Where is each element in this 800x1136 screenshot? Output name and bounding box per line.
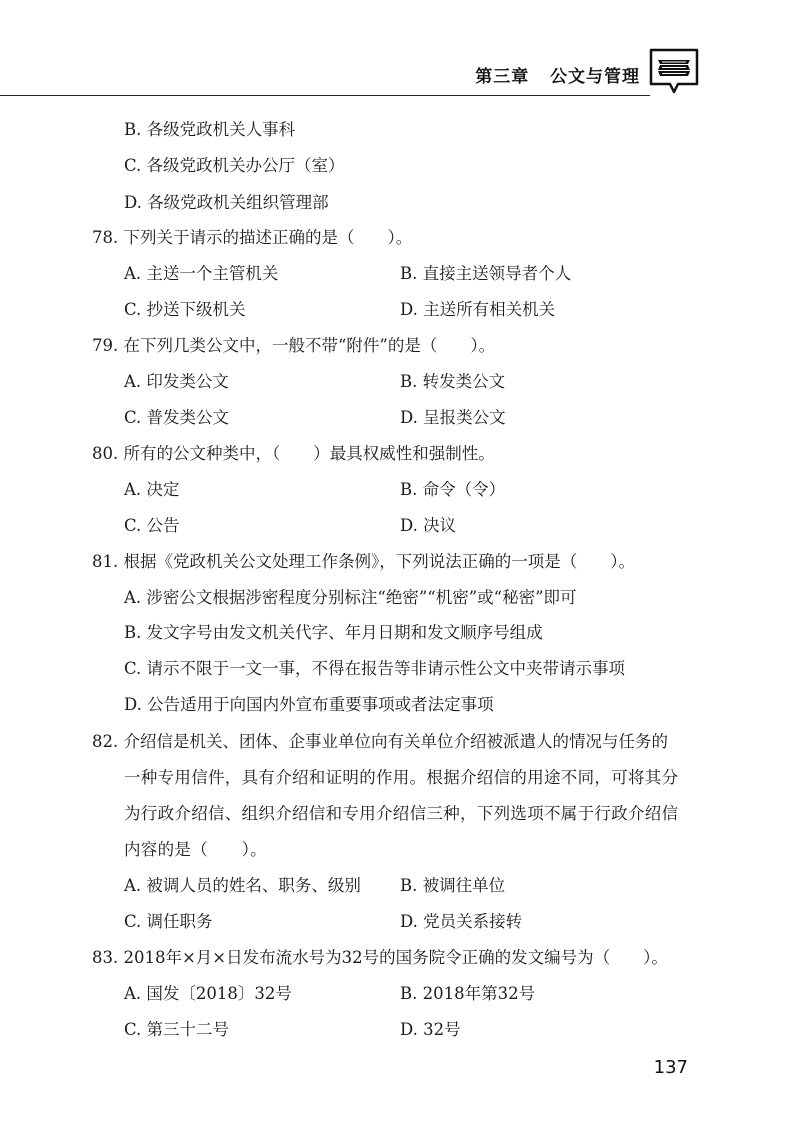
q80-option-d: D. 决议 xyxy=(400,516,457,535)
q82-option-a: A. 被调人员的姓名、职务、级别 xyxy=(124,876,361,895)
q83-option-c: C. 第三十二号 xyxy=(124,1020,230,1039)
q81-option-b: B. 发文字号由发文机关代字、年月日期和发文顺序号组成 xyxy=(124,623,543,642)
q80-option-a: A. 决定 xyxy=(124,480,180,499)
page-header xyxy=(0,0,800,100)
q79-option-a: A. 印发类公文 xyxy=(124,372,229,391)
chapter-name: 公文与管理 xyxy=(550,67,640,87)
chapter-title xyxy=(475,62,640,87)
q83-stem: 83. 2018年×月×日发布流水号为32号的国务院令正确的发文编号为（ ）。 xyxy=(92,948,668,967)
q79-stem: 79. 在下列几类公文中，一般不带“附件”的是（ ）。 xyxy=(92,336,496,355)
q79-option-b: B. 转发类公文 xyxy=(400,372,506,391)
q82-option-b: B. 被调往单位 xyxy=(400,876,506,895)
books-icon xyxy=(648,46,700,96)
q82-stem-line-2: 一种专用信件，具有介绍和证明的作用。根据介绍信的用途不同，可将其分 xyxy=(124,768,679,787)
q77-option-c: C. 各级党政机关办公厅（室） xyxy=(124,156,345,175)
q82-stem-line-3: 为行政介绍信、组织介绍信和专用介绍信三种，下列选项不属于行政介绍信 xyxy=(124,804,679,823)
page-number: 137 xyxy=(653,1057,688,1078)
q79-option-d: D. 呈报类公文 xyxy=(400,408,506,427)
q81-option-c: C. 请示不限于一文一事，不得在报告等非请示性公文中夹带请示事项 xyxy=(124,659,626,678)
q81-option-d: D. 公告适用于向国内外宣布重要事项或者法定事项 xyxy=(124,695,494,714)
chapter-number: 第三章 xyxy=(475,67,530,87)
q80-stem: 80. 所有的公文种类中，（ ）最具权威性和强制性。 xyxy=(92,444,495,463)
q78-stem: 78. 下列关于请示的描述正确的是（ ）。 xyxy=(92,228,413,247)
q80-option-c: C. 公告 xyxy=(124,516,180,535)
q77-option-d: D. 各级党政机关组织管理部 xyxy=(124,193,329,212)
q82-option-d: D. 党员关系接转 xyxy=(400,912,523,931)
q78-option-c: C. 抄送下级机关 xyxy=(124,300,246,319)
q83-option-d: D. 32号 xyxy=(400,1020,461,1039)
q79-option-c: C. 普发类公文 xyxy=(124,408,230,427)
q81-stem: 81. 根据《党政机关公文处理工作条例》，下列说法正确的一项是（ ）。 xyxy=(92,552,635,571)
q82-stem-line-4: 内容的是（ ）。 xyxy=(124,840,267,859)
q83-option-a: A. 国发〔2018〕32号 xyxy=(124,984,292,1003)
q77-option-b: B. 各级党政机关人事科 xyxy=(124,120,296,139)
q82-option-c: C. 调任职务 xyxy=(124,912,213,931)
q82-stem-line-1: 82. 介绍信是机关、团体、企事业单位向有关单位介绍被派遣人的情况与任务的 xyxy=(92,732,668,751)
q78-option-a: A. 主送一个主管机关 xyxy=(124,264,279,283)
q81-option-a: A. 涉密公文根据涉密程度分别标注“绝密”“机密”或“秘密”即可 xyxy=(124,588,577,607)
header-rule xyxy=(0,95,650,96)
q78-option-b: B. 直接主送领导者个人 xyxy=(400,264,572,283)
q80-option-b: B. 命令（令） xyxy=(400,480,506,499)
q78-option-d: D. 主送所有相关机关 xyxy=(400,300,556,319)
q83-option-b: B. 2018年第32号 xyxy=(400,984,536,1003)
